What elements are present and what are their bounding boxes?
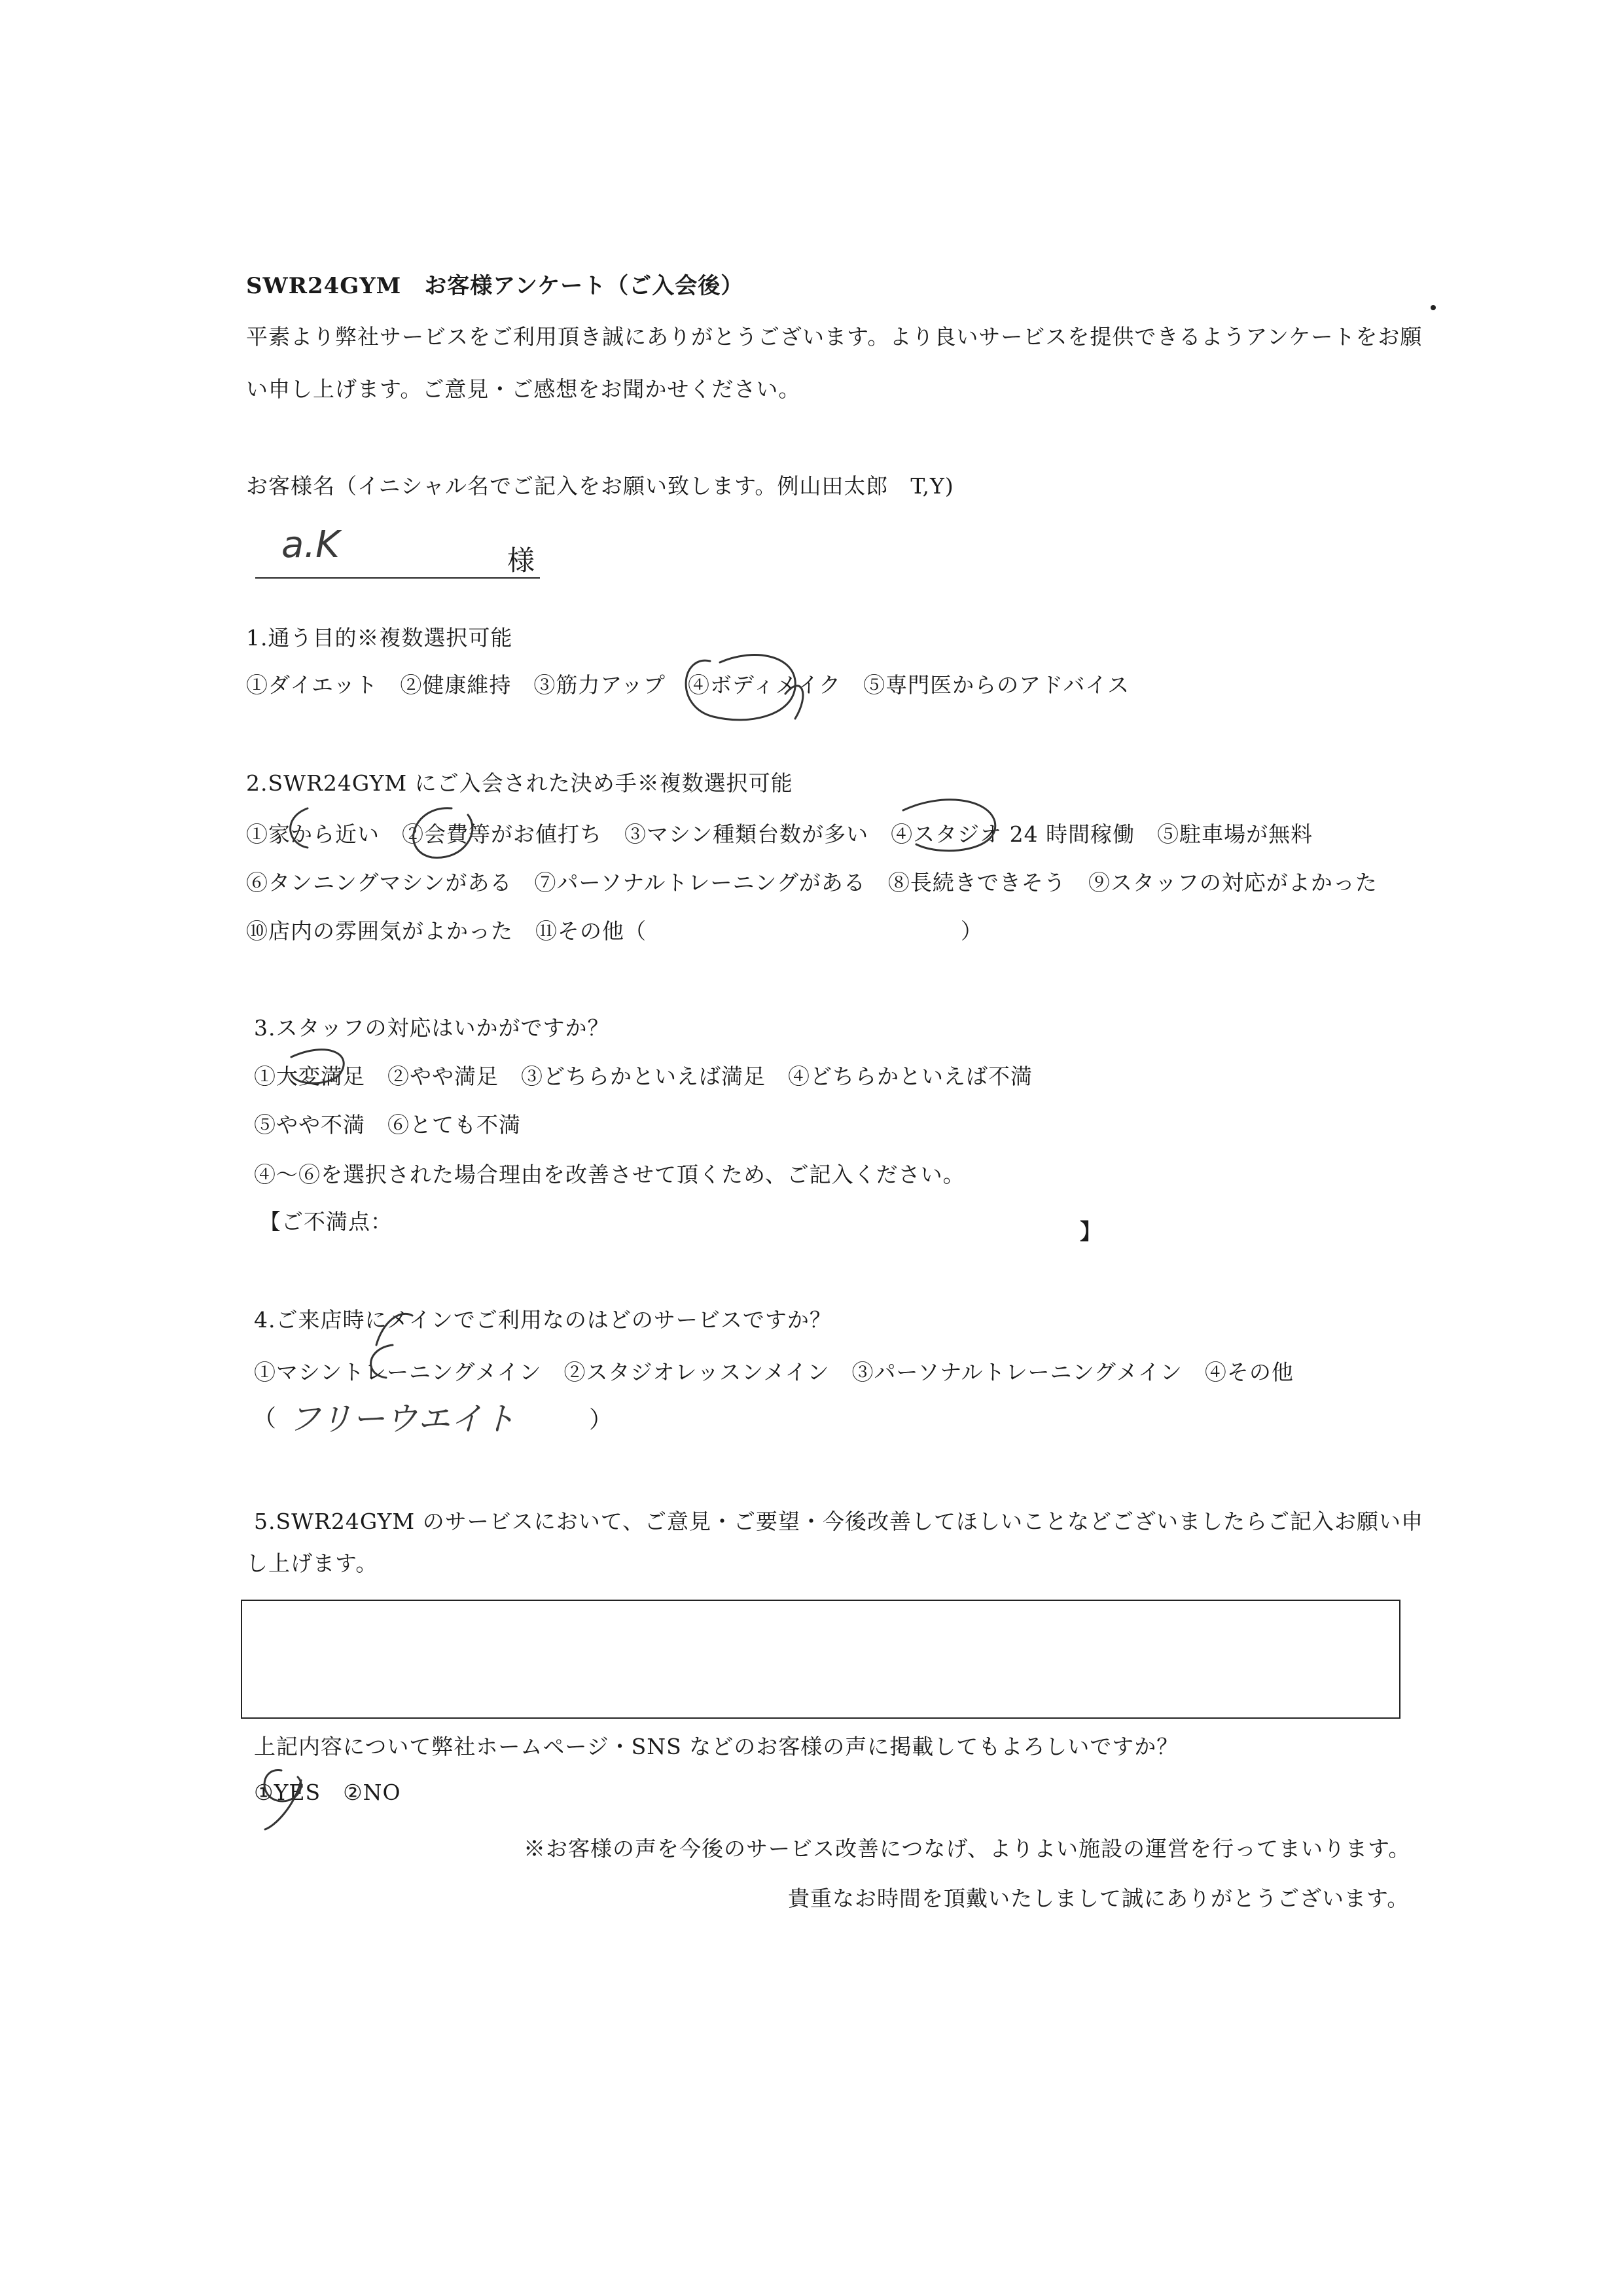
q3-complaint-close: 】 [1080,1219,1101,1244]
closing-line-1: ※お客様の声を今後のサービス改善につなげ、よりよい施設の運営を行ってまいります。 [524,1836,1411,1861]
publish-options: ①YES ②NO [254,1780,401,1805]
publish-question: 上記内容について弊社ホームページ・SNS などのお客様の声に掲載してもよろしいですか？ [254,1734,1179,1759]
q3-question: 3.スタッフの対応はいかがですか？ [254,1015,610,1041]
q2-question: 2.SWR24GYM にご入会された決め手※複数選択可能 [246,770,793,796]
q3-options-row2: ⑤やや不満 ⑥とても不満 [254,1112,521,1138]
q3-complaint-label: 【ご不満点： [259,1209,393,1234]
intro-line-1: 平素より弊社サービスをご利用頂き誠にありがとうございます。より良いサービスを提供できるようアンケートをお願 [246,324,1423,350]
closing-line-2: 貴重なお時間を頂戴いたしまして誠にありがとうございます。 [788,1886,1410,1911]
q4-options: ①マシントレーニングメイン ②スタジオレッスンメイン ③パーソナルトレーニングメイン ④その他 [254,1359,1294,1385]
q2-options-row1: ①家から近い ②会費等がお値打ち ③マシン種類台数が多い ④スタジオ 24 時間稼働 ⑤駐車場が無料 [246,821,1313,847]
q2-options-row2: ⑥タンニングマシンがある ⑦パーソナルトレーニングがある ⑧長続きできそう ⑨スタッフの対応がよかった [246,870,1378,895]
q5-question-line-1: 5.SWR24GYM のサービスにおいて、ご意見・ご要望・今後改善してほしいことなどございましたらご記入お願い申 [254,1509,1424,1534]
q1-options: ①ダイエット ②健康維持 ③筋力アップ ④ボディメイク ⑤専門医からのアドバイス [246,672,1130,698]
name-suffix: 様 [507,545,536,577]
q4-other-handwritten: フリーウエイト [288,1400,516,1438]
q4-other-open: （ [253,1405,277,1432]
q1-question: 1.通う目的※複数選択可能 [246,625,513,651]
q5-question-line-2: し上げます。 [246,1551,378,1576]
q5-comment-box[interactable] [241,1600,1400,1719]
q4-question: 4.ご来店時にメインでご利用なのはどのサービスですか？ [254,1307,832,1333]
q4-other-close: ） [589,1407,614,1433]
q3-note: ④〜⑥を選択された場合理由を改善させて頂くため、ご記入ください。 [254,1162,965,1187]
form-title: SWR24GYM お客様アンケート（ご入会後） [246,273,744,299]
q3-options-row1: ①大変満足 ②やや満足 ③どちらかといえば満足 ④どちらかといえば不満 [254,1064,1033,1089]
name-underline [255,577,540,579]
name-label: お客様名（イニシャル名でご記入をお願い致します。例山田太郎 T,Y) [246,473,954,499]
intro-line-2: い申し上げます。ご意見・ご感想をお聞かせください。 [246,376,801,402]
q2-other-close: ） [961,918,983,944]
name-handwritten: a.K [281,524,340,566]
stray-mark [1431,305,1436,310]
q2-options-row3: ⑩店内の雰囲気がよかった ⑪その他（ [246,918,647,944]
